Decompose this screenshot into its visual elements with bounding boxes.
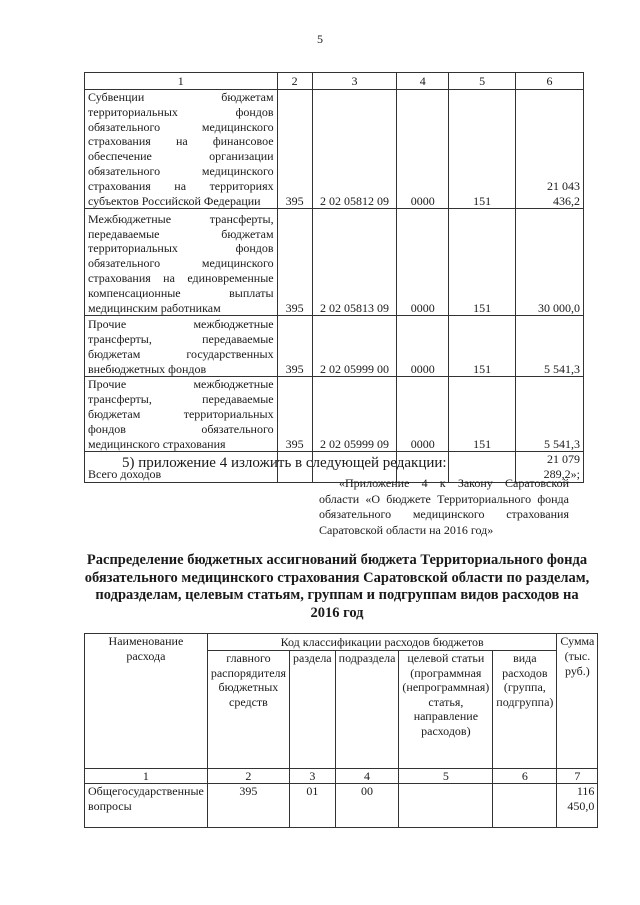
col-number: 5 xyxy=(399,769,493,784)
table-row xyxy=(85,209,584,316)
row-code: 2 02 05812 09 xyxy=(312,90,397,209)
income-table-header xyxy=(85,73,584,90)
row-name: Межбюджетные трансферты, передаваемые бюджетам территориальных фондов обязательного медицинского страхования на единовременные компенсационные выплаты медицинским работникам xyxy=(85,209,278,316)
row-name: Прочие межбюджетные трансферты, передаваемые бюджетам государственных внебюджетных фондов xyxy=(85,316,278,377)
row-kind xyxy=(493,784,557,828)
amendment-text: 5) приложение 4 изложить в следующей редакции: xyxy=(122,455,447,471)
total-amount: 21 079 289,2»; xyxy=(516,452,584,483)
col-number: 6 xyxy=(493,769,557,784)
header-cell: 6 xyxy=(516,73,584,90)
col-number: 1 xyxy=(85,769,208,784)
table-row xyxy=(85,90,584,209)
row-amount: 116 450,0 xyxy=(557,784,598,828)
row-code: 2 02 05999 09 xyxy=(312,377,397,452)
row-amount: 21 043 436,2 xyxy=(516,90,584,209)
col-number: 2 xyxy=(207,769,289,784)
header-cell: 1 xyxy=(85,73,278,90)
expenses-table xyxy=(84,633,598,828)
sub-col-section: раздела xyxy=(290,651,336,769)
row-target xyxy=(399,784,493,828)
row-kosgu: 151 xyxy=(449,90,516,209)
row-code: 2 02 05813 09 xyxy=(312,209,397,316)
row-name: Общегосударственные вопросы xyxy=(85,784,208,828)
sub-col-admin: главного распорядителя бюджетных средств xyxy=(207,651,289,769)
expenses-header-row xyxy=(85,634,598,651)
col-name-header: Наименование расхода xyxy=(85,634,208,769)
row-code: 2 02 05999 00 xyxy=(312,316,397,377)
column-numbers-row xyxy=(85,769,598,784)
row-admin: 395 xyxy=(277,90,312,209)
row-program: 0000 xyxy=(397,316,449,377)
col-number: 7 xyxy=(557,769,598,784)
header-cell: 4 xyxy=(397,73,449,90)
table-row xyxy=(85,316,584,377)
header-cell: 3 xyxy=(312,73,397,90)
row-admin: 395 xyxy=(277,316,312,377)
section-title: Распределение бюджетных ассигнований бюджета Территориального фонда обязательного медицинского страхования Саратовской области по разделам, подразделам, целевым статьям, группам и подгруппам видов расходов на 2016 год xyxy=(84,552,590,621)
col-number: 3 xyxy=(290,769,336,784)
row-name: Субвенции бюджетам территориальных фондов обязательного медицинского страхования на финансовое обеспечение организации обязательного медицинского страхования на территориях субъектов Российской Федерации xyxy=(85,90,278,209)
row-program: 0000 xyxy=(397,90,449,209)
col-number: 4 xyxy=(335,769,399,784)
row-program: 0000 xyxy=(397,377,449,452)
row-kosgu: 151 xyxy=(449,209,516,316)
row-section: 01 xyxy=(290,784,336,828)
row-subsection: 00 xyxy=(335,784,399,828)
row-amount: 5 541,3 xyxy=(516,377,584,452)
row-admin: 395 xyxy=(277,209,312,316)
table-row xyxy=(85,377,584,452)
row-kosgu: 151 xyxy=(449,316,516,377)
row-amount: 30 000,0 xyxy=(516,209,584,316)
col-code-group-header: Код классификации расходов бюджетов xyxy=(207,634,557,651)
header-cell: 2 xyxy=(277,73,312,90)
header-cell: 5 xyxy=(449,73,516,90)
row-program: 0000 xyxy=(397,209,449,316)
appendix-quote: «Приложение 4 к Закону Саратовской области «О бюджете Территориального фонда обязательного медицинского страхования Саратовской области на 2016 год» xyxy=(319,476,569,537)
row-name: Прочие межбюджетные трансферты, передаваемые бюджетам территориальных фондов обязательного медицинского страхования xyxy=(85,377,278,452)
row-amount: 5 541,3 xyxy=(516,316,584,377)
sub-col-target: целевой статьи (программная (непрограммная) статья, направление расходов) xyxy=(399,651,493,769)
income-table xyxy=(84,72,584,483)
row-admin: 395 xyxy=(207,784,289,828)
table-row xyxy=(85,784,598,828)
row-admin: 395 xyxy=(277,377,312,452)
page-number: 5 xyxy=(317,32,323,46)
total-label: Всего доходов xyxy=(85,452,278,483)
col-sum-header: Сумма (тыс. руб.) xyxy=(557,634,598,769)
sub-col-kind: вида расходов (группа, подгруппа) xyxy=(493,651,557,769)
sub-col-subsection: подраздела xyxy=(335,651,399,769)
row-kosgu: 151 xyxy=(449,377,516,452)
